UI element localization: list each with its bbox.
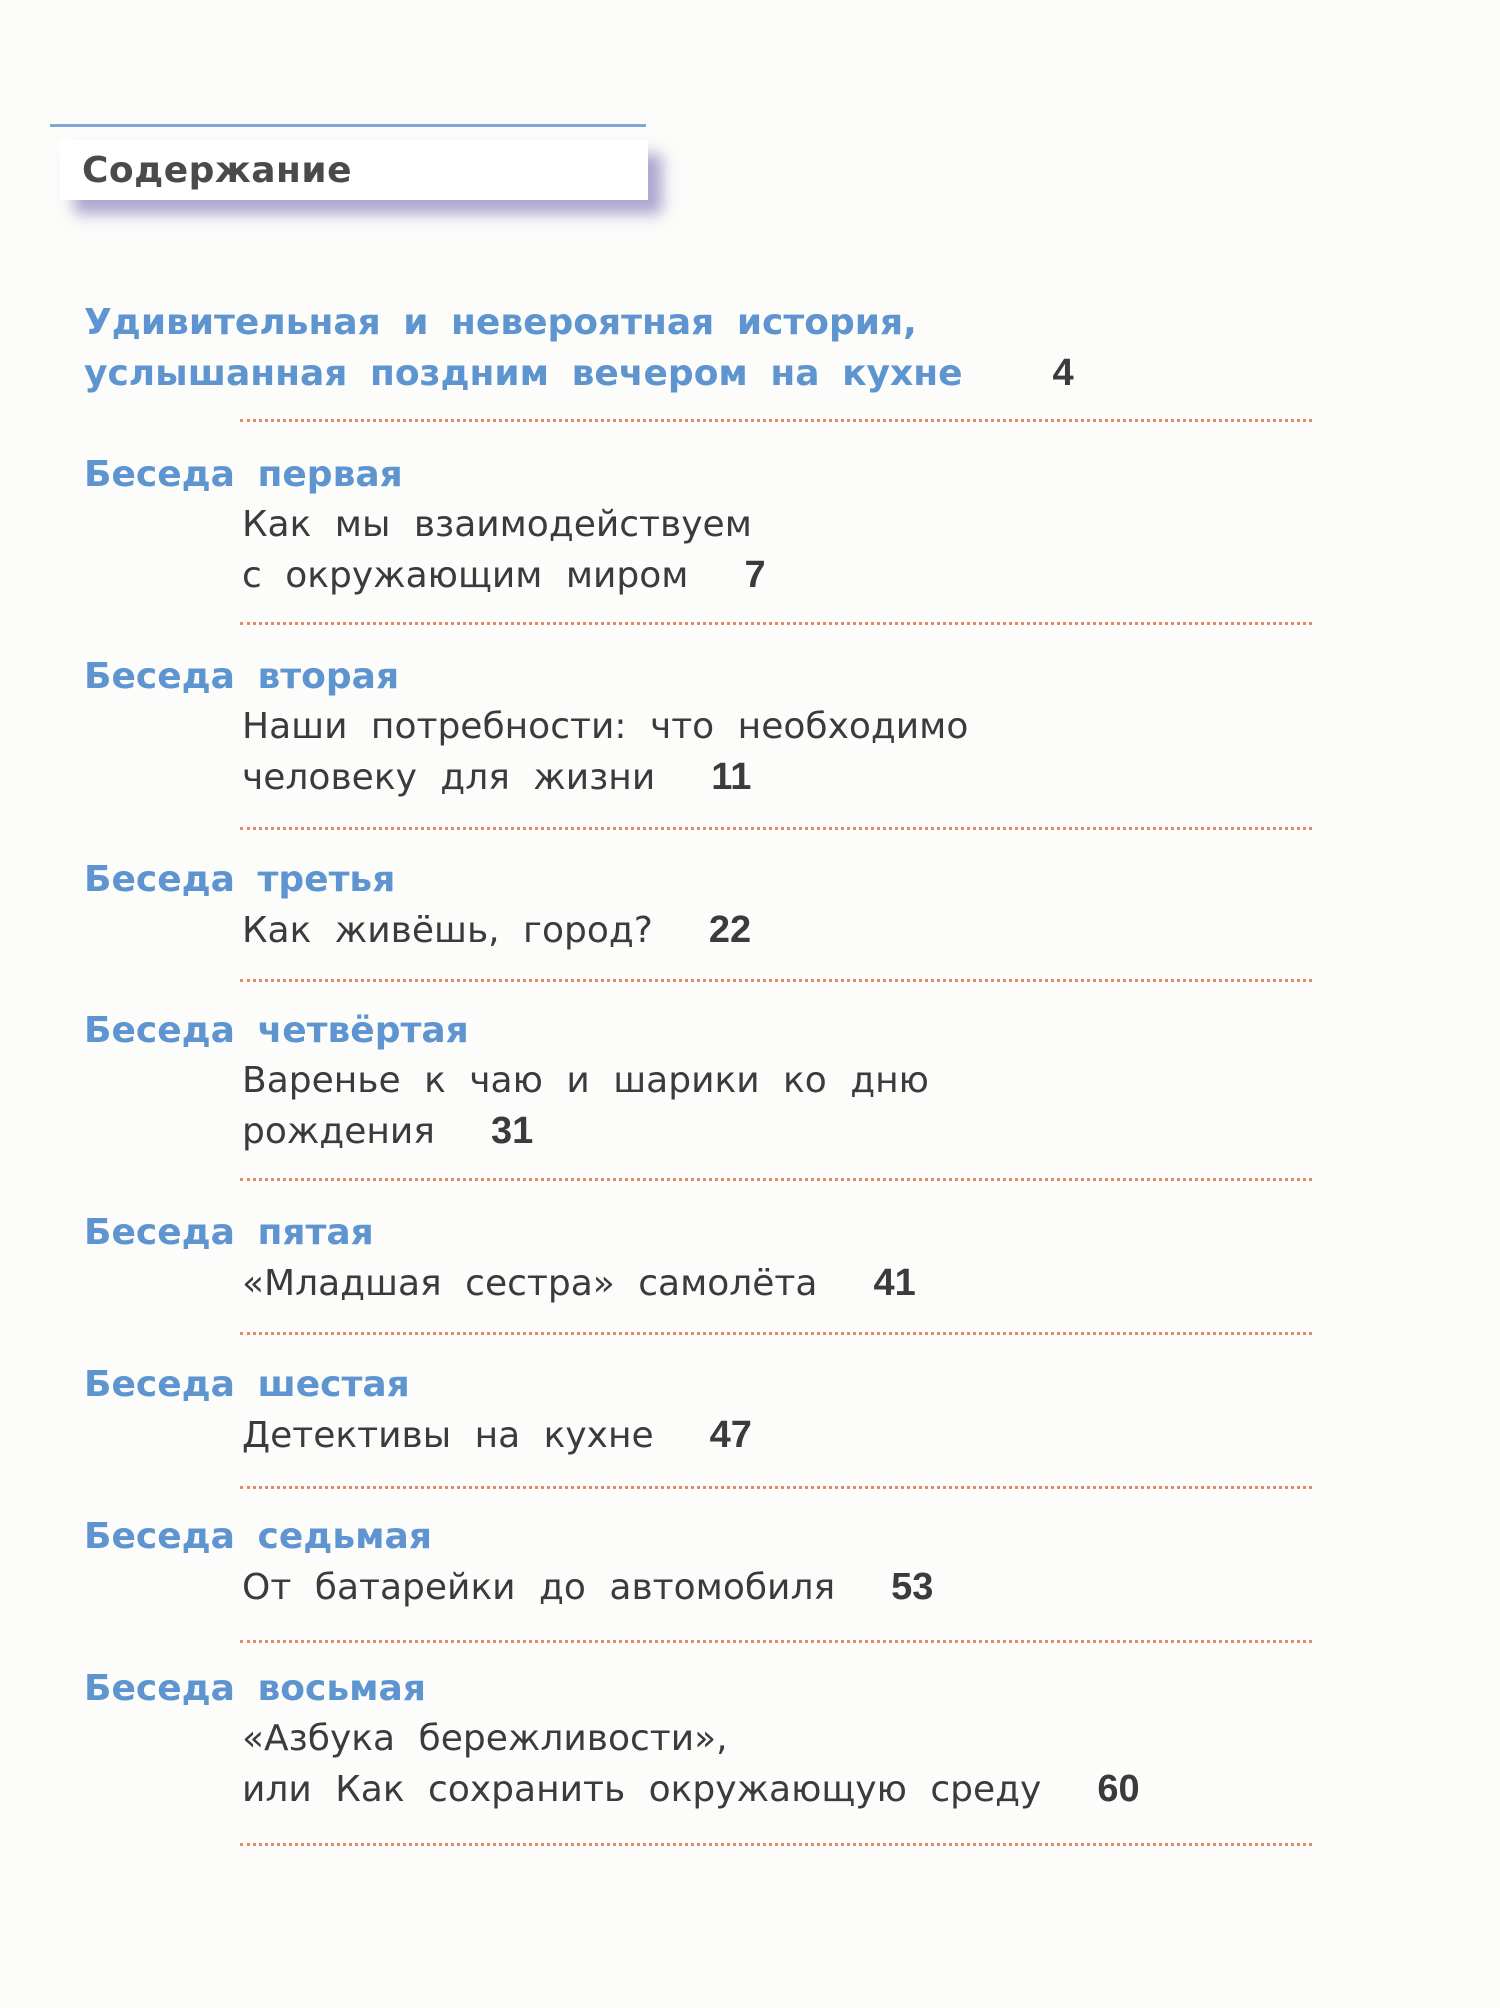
toc-title: Содержание bbox=[82, 150, 353, 191]
toc-entry-intro[interactable] bbox=[84, 298, 1324, 399]
entry-heading: Беседа четвёртая bbox=[84, 1010, 469, 1051]
entry-title-line: рождения 31 bbox=[84, 1106, 1324, 1157]
entry-title-line: с окружающим миром 7 bbox=[84, 550, 1324, 601]
page-number: 7 bbox=[744, 554, 766, 596]
toc-entry-7[interactable] bbox=[84, 1512, 1324, 1613]
entry-title-line: Детективы на кухне 47 bbox=[84, 1410, 1324, 1461]
entry-title-line: Варенье к чаю и шарики ко дню bbox=[242, 1060, 929, 1101]
page-number: 41 bbox=[873, 1262, 916, 1304]
entry-title-line: Как живёшь, город? 22 bbox=[84, 905, 1324, 956]
dotted-separator bbox=[240, 1843, 1312, 1846]
dotted-separator bbox=[240, 1640, 1312, 1643]
toc-entry-8[interactable] bbox=[84, 1664, 1324, 1815]
toc-entry-5[interactable] bbox=[84, 1208, 1324, 1309]
entry-heading: Беседа восьмая bbox=[84, 1668, 426, 1709]
entry-title-line: человеку для жизни 11 bbox=[84, 752, 1324, 803]
toc-entry-3[interactable] bbox=[84, 855, 1324, 956]
toc-entry-1[interactable] bbox=[84, 450, 1324, 601]
dotted-separator bbox=[240, 1486, 1312, 1489]
header-rule bbox=[50, 124, 646, 127]
entry-title-line: «Азбука бережливости», bbox=[242, 1718, 728, 1759]
entry-heading: Беседа шестая bbox=[84, 1364, 410, 1405]
page-number: 11 bbox=[711, 756, 752, 798]
page-number: 4 bbox=[1052, 352, 1074, 394]
entry-title-line: Наши потребности: что необходимо bbox=[242, 706, 969, 747]
dotted-separator bbox=[240, 979, 1312, 982]
dotted-separator bbox=[240, 827, 1312, 830]
toc-entry-6[interactable] bbox=[84, 1360, 1324, 1461]
entry-heading: Беседа седьмая bbox=[84, 1516, 432, 1557]
dotted-separator bbox=[240, 1178, 1312, 1181]
toc-entry-2[interactable] bbox=[84, 652, 1324, 803]
entry-title-line: Как мы взаимодействуем bbox=[242, 504, 752, 545]
entry-title-line: «Младшая сестра» самолёта 41 bbox=[84, 1258, 1324, 1309]
entry-heading: Беседа третья bbox=[84, 859, 396, 900]
toc-title-box bbox=[60, 140, 648, 200]
dotted-separator bbox=[240, 419, 1312, 422]
page-number: 60 bbox=[1097, 1768, 1140, 1810]
page-number: 22 bbox=[708, 909, 752, 951]
entry-heading-line2: услышанная поздним вечером на кухне 4 bbox=[84, 348, 1324, 399]
entry-heading: Беседа вторая bbox=[84, 656, 400, 697]
entry-heading: Удивительная и невероятная история, bbox=[84, 302, 917, 343]
dotted-separator bbox=[240, 622, 1312, 625]
entry-title-line: От батарейки до автомобиля 53 bbox=[84, 1562, 1324, 1613]
page-number: 53 bbox=[891, 1566, 934, 1608]
toc-entry-4[interactable] bbox=[84, 1006, 1324, 1157]
dotted-separator bbox=[240, 1332, 1312, 1335]
entry-heading: Беседа первая bbox=[84, 454, 403, 495]
entry-title-line: или Как сохранить окружающую среду 60 bbox=[84, 1764, 1324, 1815]
page-number: 31 bbox=[490, 1110, 534, 1152]
entry-heading: Беседа пятая bbox=[84, 1212, 374, 1253]
page-number: 47 bbox=[709, 1414, 752, 1456]
